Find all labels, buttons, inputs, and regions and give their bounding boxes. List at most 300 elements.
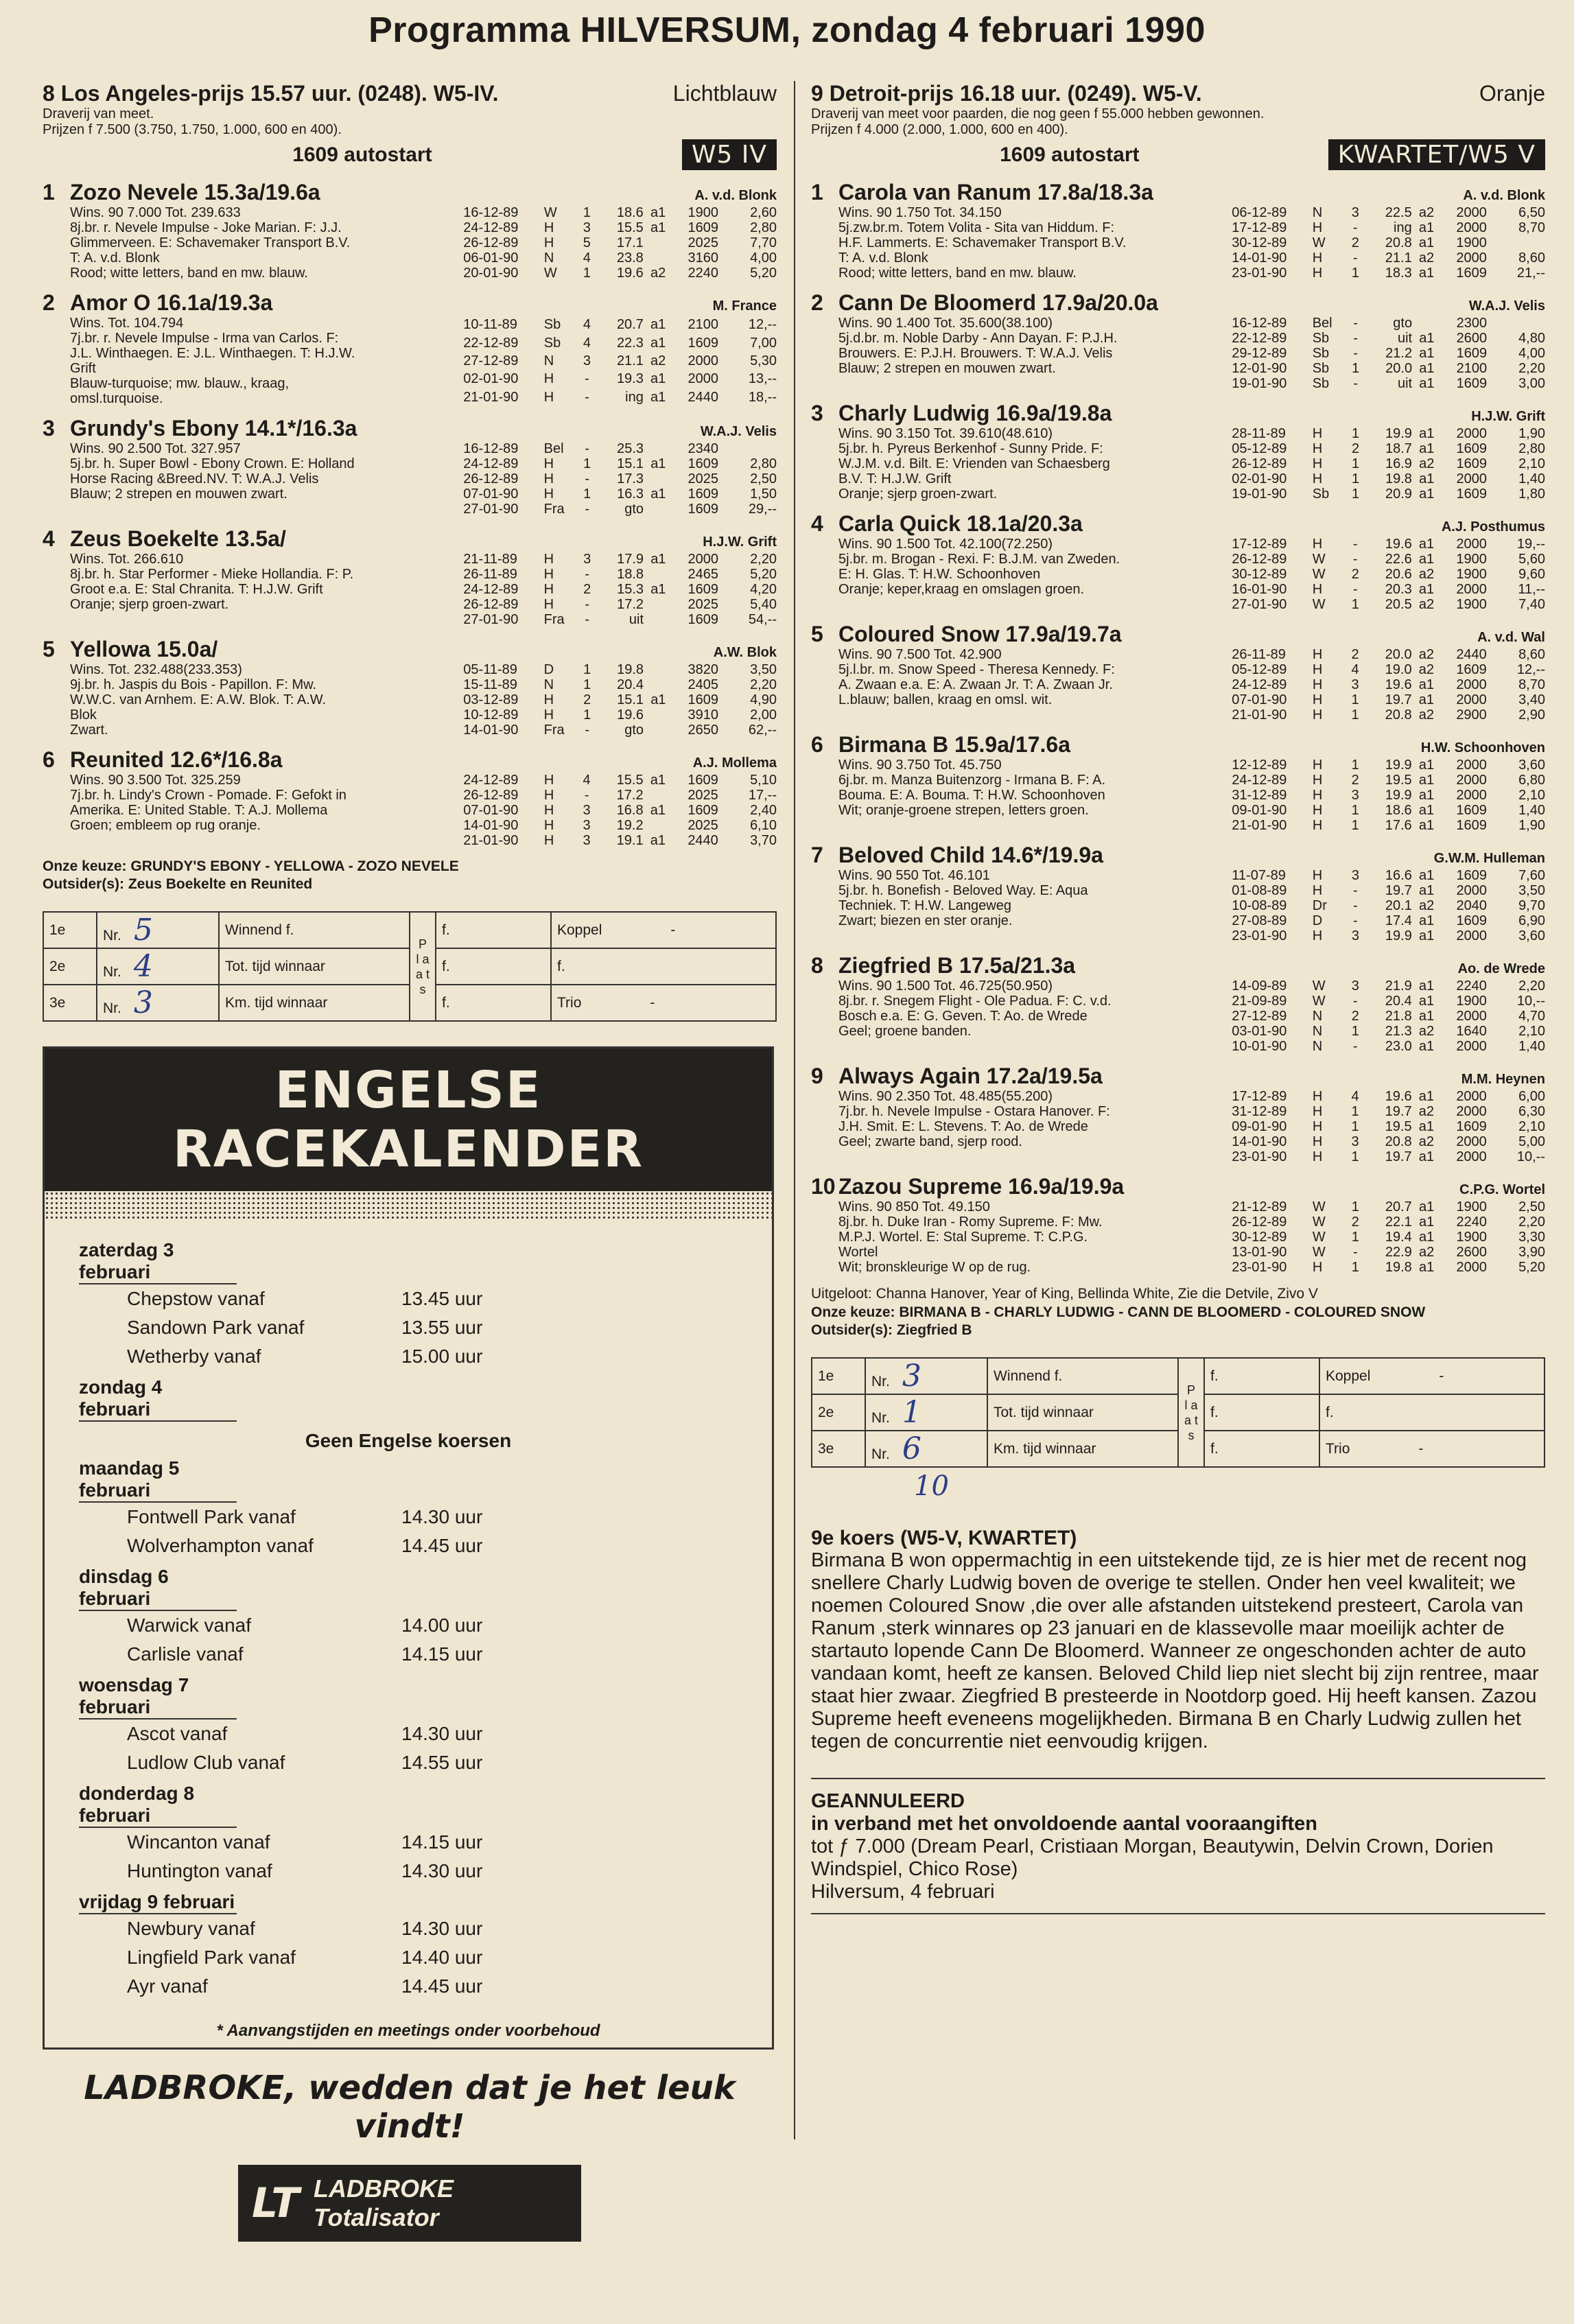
record-date: 23-01-90 [1232, 1149, 1287, 1164]
record-time: 19.5 [1385, 1119, 1412, 1134]
column-divider [794, 81, 795, 2139]
kalender-day: dinsdag 6 februari [79, 1566, 237, 1611]
record-track: Dr [1312, 898, 1327, 913]
record-track: N [543, 250, 554, 266]
horse-entry [43, 747, 777, 848]
result-number-cell [97, 948, 219, 985]
record-date: 27-12-89 [463, 353, 519, 368]
record-odds: 8,70 [1518, 220, 1545, 235]
record-track: Bel [1312, 316, 1332, 331]
info-line: Oranje; keper,kraag en omslagen groen. [838, 582, 1084, 597]
record-place: 1 [583, 266, 591, 281]
record-distance: 2000 [1456, 1009, 1487, 1024]
horse-entry [811, 953, 1545, 1054]
result-position: 3e [812, 1431, 865, 1467]
plaats-f: f. [436, 948, 551, 985]
logo-line2: Totalisator [314, 2203, 439, 2231]
record-odds: 9,70 [1518, 898, 1545, 913]
outsider-label: Outsider(s): [811, 1322, 893, 1338]
record-date: 29-12-89 [1232, 346, 1287, 361]
record-start: a2 [1419, 898, 1435, 913]
horse-name: Carla Quick 18.1a/20.3a [838, 511, 1083, 536]
record-odds: 2,20 [1518, 1214, 1545, 1230]
horse-name: Coloured Snow 17.9a/19.7a [838, 622, 1122, 646]
record-odds: 7,00 [750, 335, 777, 351]
record-place: 3 [583, 353, 591, 368]
horse-record-table [1232, 316, 1545, 391]
record-track: Bel [543, 441, 564, 456]
info-line: 5j.zw.br.m. Totem Volita - Sita van Hiddum. F: [838, 220, 1115, 235]
info-line: 5j.br. h. Pyreus Berkenhof - Sunny Pride. F: [838, 441, 1103, 456]
horse-info [43, 441, 463, 517]
info-line: T: A. v.d. Blonk [838, 250, 928, 266]
record-distance: 2000 [688, 353, 718, 368]
info-line: Oranje; sjerp groen-zwart. [838, 486, 998, 502]
record-odds: 7,40 [1518, 597, 1545, 612]
handwritten-extra: 10 [914, 1470, 949, 1502]
record-distance: 2040 [1456, 898, 1488, 913]
record-place: 2 [1351, 647, 1359, 662]
record-place: - [1352, 537, 1358, 552]
horse-entry [43, 180, 777, 281]
horse-entry [811, 511, 1545, 612]
record-start [644, 502, 673, 517]
record-place: 4 [583, 335, 591, 351]
record-date: 21-12-89 [1232, 1199, 1287, 1214]
record-distance: 2000 [1456, 205, 1487, 220]
info-line: Brouwers. E: P.J.H. Brouwers. T: W.A.J. Velis [838, 346, 1113, 361]
record-odds: 2,00 [750, 707, 777, 723]
record-distance: 1609 [1456, 868, 1488, 883]
record-start: a2 [1418, 250, 1435, 266]
horse-body [811, 758, 1545, 833]
record-date: 24-12-89 [463, 582, 519, 597]
handwritten-number: 1 [902, 1395, 921, 1430]
record-date: 26-12-89 [463, 788, 519, 803]
record-track: Sb [1312, 346, 1330, 361]
kalender-race [79, 1719, 738, 1748]
outsider-label: Outsider(s): [43, 876, 125, 892]
record-date: 21-11-89 [463, 552, 517, 567]
record-track: H [1312, 456, 1323, 471]
horse-number: 5 [811, 622, 823, 646]
record-time: 19.6 [1385, 677, 1412, 692]
info-line: Bosch e.a. E: G. Geven. T: Ao. de Wrede [838, 1009, 1088, 1024]
record-distance: 2000 [1456, 883, 1488, 898]
extra-cell [551, 912, 776, 948]
record-distance: 2000 [1456, 1104, 1487, 1119]
record-date: 21-09-89 [1232, 994, 1287, 1009]
record-odds: 3,50 [750, 662, 777, 677]
record-start [644, 441, 673, 456]
record-date: 31-12-89 [1232, 1104, 1287, 1119]
record-start: a1 [1418, 1149, 1435, 1164]
record-start: a1 [1419, 331, 1435, 346]
record-row [1232, 1089, 1545, 1104]
record-track: H [1312, 266, 1323, 281]
info-line: 5j.l.br. m. Snow Speed - Theresa Kennedy. F: [838, 662, 1115, 677]
result-row [812, 1358, 1544, 1394]
horse-trainer: A.W. Blok [713, 645, 777, 660]
kalender-race [79, 1611, 738, 1640]
record-date: 19-01-90 [1232, 376, 1287, 391]
record-place: 2 [583, 582, 591, 597]
horse-name: Zozo Nevele 15.3a/19.6a [70, 180, 320, 204]
record-date: 02-01-90 [463, 371, 519, 387]
record-row [1232, 883, 1545, 898]
horse-header [43, 526, 777, 552]
horse-body [811, 205, 1545, 281]
info-line: Amerika. E: United Stable. T: A.J. Mollema [70, 803, 328, 818]
record-odds: 4,70 [1518, 1009, 1545, 1024]
record-row [1232, 1009, 1545, 1024]
record-distance: 1609 [1456, 803, 1487, 818]
record-time: 21.3 [1385, 1024, 1412, 1039]
record-odds: 6,00 [1518, 1089, 1545, 1104]
horse-info [811, 868, 1232, 943]
horse-record-table [1232, 537, 1545, 612]
info-line: 7j.br. h. Nevele Impulse - Ostara Hanover. F: [838, 1104, 1110, 1119]
ladbroke-lt-icon: LT [252, 2179, 300, 2227]
record-time: 18.8 [617, 567, 644, 582]
record-row [463, 788, 777, 803]
record-place: 1 [583, 662, 591, 677]
result-position: 3e [43, 985, 97, 1021]
record-start [644, 818, 673, 833]
horse-trainer: H.J.W. Grift [1471, 409, 1545, 424]
result-number-cell [865, 1358, 987, 1394]
record-odds: 4,00 [750, 250, 777, 266]
kalender-note: Geen Engelse koersen [305, 1430, 512, 1451]
record-time: 20.4 [1385, 994, 1412, 1009]
info-line: W.W.C. van Arnhem. E: A.W. Blok. T: A.W. [70, 692, 327, 707]
record-distance: 1900 [1456, 1199, 1488, 1214]
record-time: 15.5 [616, 773, 644, 788]
race-venue: Newbury vanaf [127, 1918, 255, 1939]
race-venue: Ayr vanaf [127, 1975, 208, 1997]
record-odds: 2,50 [750, 471, 777, 486]
record-date: 23-01-90 [1232, 266, 1287, 281]
horse-name: Amor O 16.1a/19.3a [70, 290, 273, 315]
koers-text: Birmana B won oppermachtig in een uitstekende tijd, ze is hier met de recent nog snellere Charly Ludwig boven de overige te stellen. Onder hen veel kwaliteit; we noemen Coloured Snow ,die over alle afstanden uitstekend presteert, Carola van Ranum ,sterk winnares op 23 januari en de klassevolle maar moeilijk achter de startauto lopende Cann De Bloomerd. Wanneer ze ongeschonden achter de auto vandaan komt, heeft ze kansen. Beloved Child liep niet slecht bij zijn rentree, maar staat hier zwaar. Ziegfried B presteerde in Nootdorp goed. Hij heeft kansen. Zazou Supreme heeft eveneens mogelijkheden. Birmana B en Charly Ludwig zullen het tegen de concurrentie niet eenvoudig krijgen. [811, 1549, 1539, 1752]
record-date: 14-01-90 [1232, 250, 1287, 266]
kalender-race [79, 1748, 738, 1777]
record-place: 4 [583, 250, 591, 266]
record-place: 1 [1351, 818, 1359, 833]
horse-name: Charly Ludwig 16.9a/19.8a [838, 401, 1112, 425]
record-odds: 4,80 [1518, 331, 1545, 346]
record-track: H [1312, 692, 1323, 707]
record-odds: 1,50 [750, 486, 777, 502]
record-distance: 2240 [688, 266, 719, 281]
horse-name: Zeus Boekelte 13.5a/ [70, 526, 286, 551]
record-start: a2 [650, 353, 666, 368]
race-venue: Carlisle vanaf [127, 1643, 244, 1665]
record-date: 06-12-89 [1232, 205, 1287, 220]
kalender-race [79, 1972, 738, 2001]
horse-info [811, 758, 1232, 833]
horse-record-table [1232, 426, 1545, 502]
record-distance: 1900 [1456, 1230, 1488, 1245]
record-odds: 1,40 [1518, 1039, 1545, 1054]
record-time: 17.2 [617, 597, 644, 612]
record-time: 20.1 [1385, 898, 1412, 913]
record-row [1232, 803, 1545, 818]
horse-name: Yellowa 15.0a/ [70, 637, 218, 661]
record-row [1232, 707, 1545, 723]
keuze-label: Onze keuze: [811, 1304, 895, 1320]
record-start: a1 [1418, 978, 1435, 994]
record-row [1232, 220, 1545, 235]
record-start [644, 723, 673, 738]
record-distance: 2000 [1456, 582, 1487, 597]
race-9-line1: Draverij van meet voor paarden, die nog geen f 55.000 hebben gewonnen. [811, 106, 1265, 121]
horse-trainer: A. v.d. Blonk [1463, 188, 1545, 203]
record-date: 16-12-89 [463, 205, 519, 220]
record-row [463, 692, 777, 707]
record-odds: 5,30 [750, 353, 777, 368]
dash: - [1418, 1440, 1424, 1457]
record-row [463, 567, 777, 582]
record-row [1232, 1260, 1545, 1275]
record-odds: 2,90 [1518, 707, 1545, 723]
horse-header [811, 401, 1545, 426]
record-time: 19.0 [1385, 662, 1412, 677]
race-9-horse-list [811, 180, 1545, 1275]
result-label: Km. tijd winnaar [987, 1431, 1178, 1467]
record-track: N [1312, 1009, 1323, 1024]
record-odds: 11,-- [1518, 582, 1545, 597]
racekalender-box [43, 1046, 774, 2050]
horse-entry [43, 637, 777, 738]
record-track: H [543, 597, 554, 612]
record-track: Fra [543, 723, 565, 738]
kalender-race [79, 1640, 738, 1669]
record-start: a2 [1418, 647, 1435, 662]
result-number-cell [97, 985, 219, 1021]
info-line: 8j.br. r. Snegem Flight - Ole Padua. F: C. v.d. [838, 994, 1112, 1009]
record-row [1232, 537, 1545, 552]
record-place: - [585, 567, 590, 582]
record-place: - [1353, 898, 1358, 913]
record-odds: 1,80 [1518, 486, 1545, 502]
record-odds: 8,60 [1518, 250, 1545, 266]
record-distance: 1609 [1456, 456, 1488, 471]
horse-number: 9 [811, 1064, 823, 1088]
plaats-f: f. [1204, 1394, 1319, 1431]
horse-info [811, 537, 1232, 612]
record-place: 1 [1351, 597, 1359, 612]
record-distance: 2440 [688, 389, 718, 405]
record-track: W [1312, 552, 1326, 567]
record-track: W [1312, 235, 1326, 250]
record-date: 03-12-89 [463, 692, 519, 707]
record-time: 21.1 [1385, 250, 1412, 266]
record-place: - [1352, 552, 1358, 567]
record-row [463, 803, 777, 818]
info-line: L.blauw; ballen, kraag en omsl. wit. [838, 692, 1053, 707]
record-track: H [543, 471, 554, 486]
record-time: 22.5 [1385, 205, 1412, 220]
horse-entry [43, 416, 777, 517]
record-odds: 4,00 [1518, 346, 1545, 361]
record-track: H [543, 692, 554, 707]
kalender-race [79, 1342, 738, 1371]
record-odds: 5,20 [1518, 1260, 1545, 1275]
record-time: 16.6 [1385, 868, 1412, 883]
keuze-value: GRUNDY'S EBONY - YELLOWA - ZOZO NEVELE [130, 858, 459, 874]
record-row [463, 612, 777, 627]
horse-entry [811, 732, 1545, 833]
record-row [463, 662, 777, 677]
record-row [1232, 471, 1545, 486]
record-time: 19.8 [617, 662, 644, 677]
record-date: 23-01-90 [1232, 928, 1287, 943]
record-place: - [585, 371, 589, 387]
record-time: 23.0 [1385, 1039, 1412, 1054]
record-row [1232, 647, 1545, 662]
record-odds: 19,-- [1516, 537, 1545, 552]
geannuleerd-subtitle: in verband met het onvoldoende aantal vooraangiften [811, 1813, 1317, 1835]
record-distance: 2650 [688, 723, 719, 738]
record-odds: 6,30 [1518, 1104, 1545, 1119]
record-track: H [1312, 441, 1323, 456]
record-place: 2 [1351, 441, 1360, 456]
result-label: Tot. tijd winnaar [219, 948, 410, 985]
horse-trainer: M.M. Heynen [1461, 1072, 1545, 1087]
info-line: Wit; oranje-groene strepen, letters groen. [838, 803, 1089, 818]
record-distance: 1609 [1456, 1119, 1487, 1134]
record-date: 14-09-89 [1232, 978, 1287, 994]
record-distance: 2000 [1456, 1039, 1487, 1054]
record-time: 16.3 [617, 486, 644, 502]
record-distance: 1609 [1456, 376, 1488, 391]
record-start [644, 662, 673, 677]
info-line: B.V. T: H.J.W. Grift [838, 471, 952, 486]
record-track: W [1312, 1245, 1326, 1260]
horse-record-table [463, 441, 777, 517]
info-line: Blauw-turquoise; mw. blauw., kraag, [70, 376, 290, 391]
record-start: a1 [1419, 913, 1435, 928]
record-date: 17-12-89 [1232, 1089, 1287, 1104]
record-time: 19.6 [1385, 1089, 1412, 1104]
race-time: 14.30 uur [401, 1918, 483, 1939]
record-odds: 3,60 [1518, 928, 1545, 943]
record-place: 5 [583, 235, 591, 250]
race-8-color: Lichtblauw [672, 81, 777, 106]
record-place: - [1353, 331, 1359, 346]
info-line: Groen; embleem op rug oranje. [70, 818, 261, 833]
record-track: Fra [543, 502, 565, 517]
horse-entry [811, 843, 1545, 943]
record-place: 1 [1351, 758, 1359, 773]
horse-trainer: A. v.d. Wal [1477, 630, 1545, 645]
info-line: T: A. v.d. Blonk [70, 250, 160, 266]
record-time: 19.8 [1385, 1260, 1412, 1275]
record-odds: 12,-- [748, 317, 777, 333]
record-row [463, 707, 777, 723]
horse-entry [811, 1064, 1545, 1164]
horse-header [811, 622, 1545, 647]
record-time: 20.4 [617, 677, 644, 692]
race-9-badge-row [811, 139, 1545, 170]
record-odds: 5,20 [750, 567, 777, 582]
record-row [1232, 1245, 1545, 1260]
record-start [1412, 316, 1442, 331]
record-place: 1 [1351, 692, 1359, 707]
race-venue: Ascot vanaf [127, 1723, 228, 1744]
record-place: 3 [1351, 788, 1359, 803]
record-start: a1 [1418, 235, 1435, 250]
record-place: 1 [1351, 486, 1360, 502]
record-date: 30-12-89 [1232, 567, 1287, 582]
record-date: 17-12-89 [1232, 220, 1287, 235]
record-time: 20.3 [1385, 582, 1412, 597]
race-time: 14.45 uur [401, 1535, 483, 1556]
record-odds: 6,80 [1518, 773, 1545, 788]
info-line: Wins. 90 550 Tot. 46.101 [838, 868, 990, 883]
record-distance: 2000 [1456, 537, 1487, 552]
race-venue: Warwick vanaf [127, 1615, 252, 1636]
record-start [644, 235, 673, 250]
record-time: 18.6 [616, 205, 644, 220]
info-line: 5j.d.br. m. Noble Darby - Ann Dayan. F: P.J.H. [838, 331, 1118, 346]
record-track: Sb [1312, 376, 1330, 391]
record-time: 19.6 [617, 707, 644, 723]
horse-name: Reunited 12.6*/16.8a [70, 747, 283, 772]
record-row [1232, 1134, 1545, 1149]
horse-name: Grundy's Ebony 14.1*/16.3a [70, 416, 357, 441]
record-start [644, 597, 673, 612]
dotted-band [45, 1191, 772, 1220]
record-distance: 2000 [1456, 220, 1487, 235]
record-odds: 2,80 [1518, 441, 1545, 456]
record-date: 16-01-90 [1232, 582, 1287, 597]
record-date: 26-12-89 [1232, 552, 1287, 567]
uitgeloot [811, 1286, 1545, 1302]
record-odds: 1,90 [1518, 818, 1545, 833]
record-start [644, 707, 673, 723]
record-odds: 13,-- [748, 371, 777, 387]
horse-info [43, 205, 463, 281]
horse-body [43, 773, 777, 848]
horse-header [43, 637, 777, 662]
record-track: H [1312, 1089, 1323, 1104]
record-track: H [1312, 1104, 1323, 1119]
record-place: - [1353, 376, 1359, 391]
record-track: H [1312, 662, 1323, 677]
record-time: 21.1 [616, 353, 644, 368]
record-time: uit [629, 612, 644, 627]
record-distance: 2025 [688, 818, 718, 833]
record-track: W [1312, 597, 1326, 612]
race-8-badge: W5 IV [682, 139, 777, 170]
record-odds: 54,-- [748, 612, 777, 627]
horse-header [811, 732, 1545, 758]
horse-record-table [1232, 1199, 1545, 1275]
record-track: H [543, 803, 554, 818]
horse-trainer: A.J. Mollema [692, 755, 777, 771]
horse-body [811, 1089, 1545, 1164]
info-line: M.P.J. Wortel. E: Stal Supreme. T: C.P.G. [838, 1230, 1088, 1245]
extra-cell [1319, 1358, 1544, 1394]
info-line: 9j.br. h. Jaspis du Bois - Papillon. F: Mw. [70, 677, 317, 692]
record-track: N [1312, 1039, 1323, 1054]
horse-info [811, 647, 1232, 723]
handwritten-number: 3 [133, 985, 153, 1020]
race-time: 14.15 uur [401, 1831, 483, 1853]
record-odds: 2,10 [1518, 456, 1545, 471]
